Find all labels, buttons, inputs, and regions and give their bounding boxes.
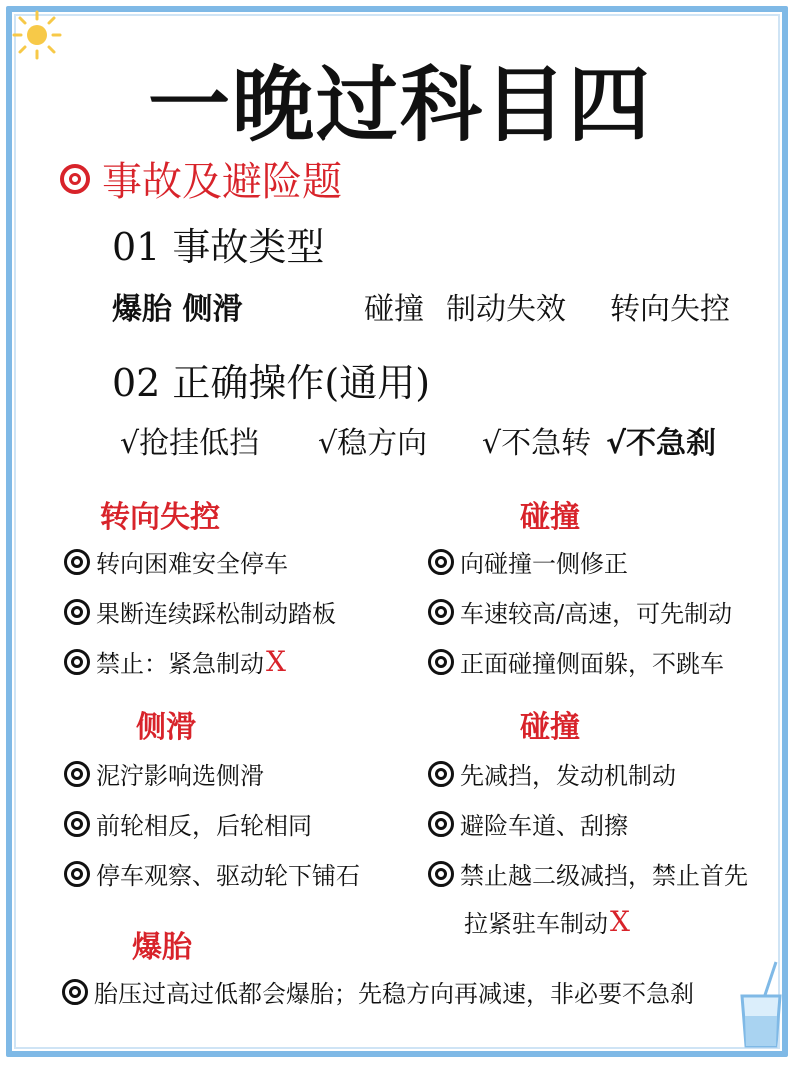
double-ring-bullet-icon — [64, 599, 90, 625]
operation-item: √稳方向 — [318, 426, 428, 461]
double-ring-bullet-icon — [428, 599, 454, 625]
list-item: 车速较高/高速，可先制动 — [428, 594, 732, 629]
list-item: 泥泞影响选侧滑 — [64, 756, 264, 791]
operation-item: √不急刹 — [606, 426, 717, 461]
double-ring-bullet-icon — [428, 649, 454, 675]
double-ring-bullet-icon — [428, 761, 454, 787]
list-item: 转向困难安全停车 — [64, 544, 288, 579]
list-item: 胎压过高过低都会爆胎；先稳方向再减速，非必要不急刹 — [62, 974, 694, 1009]
list-item: 前轮相反，后轮相同 — [64, 806, 312, 841]
drink-cup-icon — [736, 960, 786, 1050]
cross-mark: X — [610, 905, 630, 938]
double-ring-bullet-icon — [428, 549, 454, 575]
accident-types-bold: 爆胎 侧滑 — [112, 292, 243, 327]
list-item: 正面碰撞侧面躲，不跳车 — [428, 644, 724, 679]
list-item: 向碰撞一侧修正 — [428, 544, 628, 579]
double-ring-bullet-icon — [64, 649, 90, 675]
list-item: 避险车道、刮擦 — [428, 806, 628, 841]
double-ring-bullet-icon — [62, 979, 88, 1005]
double-ring-bullet-icon — [64, 811, 90, 837]
section-title: 事故及避险题 — [102, 159, 342, 205]
correct-operation-heading: 02 正确操作(通用) — [112, 361, 431, 405]
accident-types-heading: 01 事故类型 — [112, 225, 325, 269]
list-item: 禁止越二级减挡，禁止首先 — [428, 856, 748, 891]
subheading-skid: 侧滑 — [136, 710, 196, 745]
section-heading — [60, 150, 342, 207]
list-item: 果断连续踩松制动踏板 — [64, 594, 336, 629]
cross-mark: X — [266, 645, 286, 678]
double-ring-bullet-icon — [64, 549, 90, 575]
operation-item: √不急转 — [482, 426, 592, 461]
accident-type: 转向失控 — [610, 292, 730, 327]
list-item: 禁止：紧急制动 X — [64, 644, 286, 679]
double-ring-bullet-icon — [428, 861, 454, 887]
list-item-continuation: 拉紧驻车制动 X — [464, 905, 630, 938]
accident-type: 碰撞 — [364, 292, 424, 327]
target-icon — [60, 164, 90, 194]
accident-type: 制动失效 — [446, 292, 566, 327]
list-item: 先减挡，发动机制动 — [428, 756, 676, 791]
double-ring-bullet-icon — [428, 811, 454, 837]
subheading-collision: 碰撞 — [520, 500, 580, 535]
page-title: 一晚过科目四 — [147, 58, 652, 153]
subheading-collision: 碰撞 — [520, 710, 580, 745]
subheading-steering: 转向失控 — [100, 500, 220, 535]
double-ring-bullet-icon — [64, 861, 90, 887]
double-ring-bullet-icon — [64, 761, 90, 787]
operation-item: √抢挂低挡 — [120, 426, 260, 461]
list-item: 停车观察、驱动轮下铺石 — [64, 856, 360, 891]
subheading-tyre-burst: 爆胎 — [132, 930, 192, 965]
